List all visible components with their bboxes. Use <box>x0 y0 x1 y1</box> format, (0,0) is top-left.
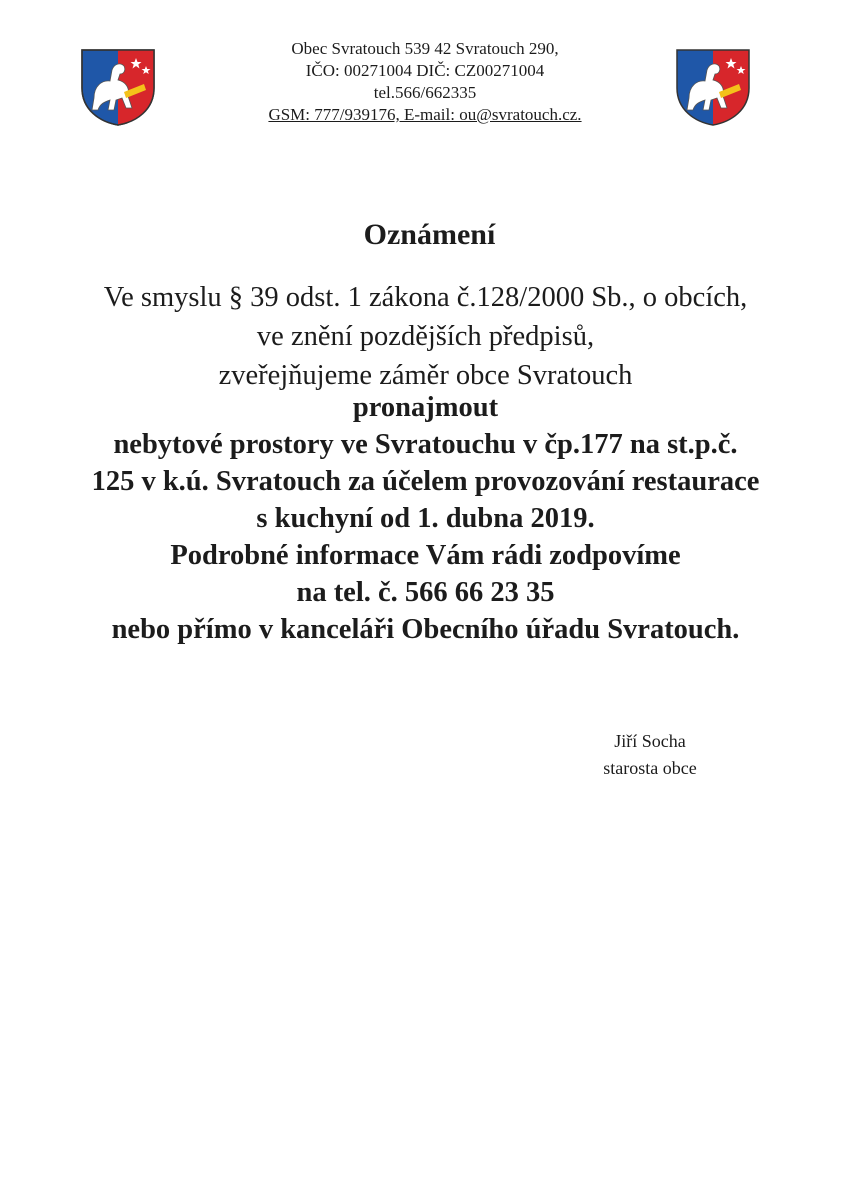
intro-line: ve znění pozdějších předpisů, <box>256 321 595 352</box>
coat-of-arms-icon <box>675 48 751 126</box>
intro-line: Ve smyslu § 39 odst. 1 zákona č.128/2000 Sb., o obcích, <box>103 282 748 313</box>
letterhead-contact: GSM: 777/939176, E-mail: ou@svratouch.cz. <box>268 105 582 124</box>
intro-paragraph <box>40 278 811 395</box>
announcement-line: 125 v k.ú. Svratouch za účelem provozování restaurace <box>91 466 760 497</box>
coat-of-arms-icon <box>80 48 156 126</box>
signature-role: starosta obce <box>603 758 697 778</box>
announcement-line: na tel. č. 566 66 23 35 <box>296 577 555 608</box>
announcement-line: nebo přímo v kanceláři Obecního úřadu Svratouch. <box>111 614 740 645</box>
letterhead-phone: tel.566/662335 <box>373 83 477 102</box>
letterhead-ids: IČO: 00271004 DIČ: CZ00271004 <box>305 61 545 80</box>
intro-line: zveřejňujeme záměr obce Svratouch <box>218 360 633 391</box>
page-title-text: Oznámení <box>363 218 496 251</box>
announcement-body <box>30 389 821 648</box>
page-title <box>0 218 851 252</box>
letterhead-address: Obec Svratouch 539 42 Svratouch 290, <box>291 39 559 58</box>
signature-name: Jiří Socha <box>614 731 686 751</box>
announcement-line: s kuchyní od 1. dubna 2019. <box>256 503 595 534</box>
announcement-line: Podrobné informace Vám rádi zodpovíme <box>170 540 681 571</box>
announcement-line: nebytové prostory ve Svratouchu v čp.177 na st.p.č. <box>113 429 738 460</box>
letterhead <box>180 38 670 126</box>
signature-block <box>560 728 740 782</box>
announcement-line: pronajmout <box>352 392 499 423</box>
